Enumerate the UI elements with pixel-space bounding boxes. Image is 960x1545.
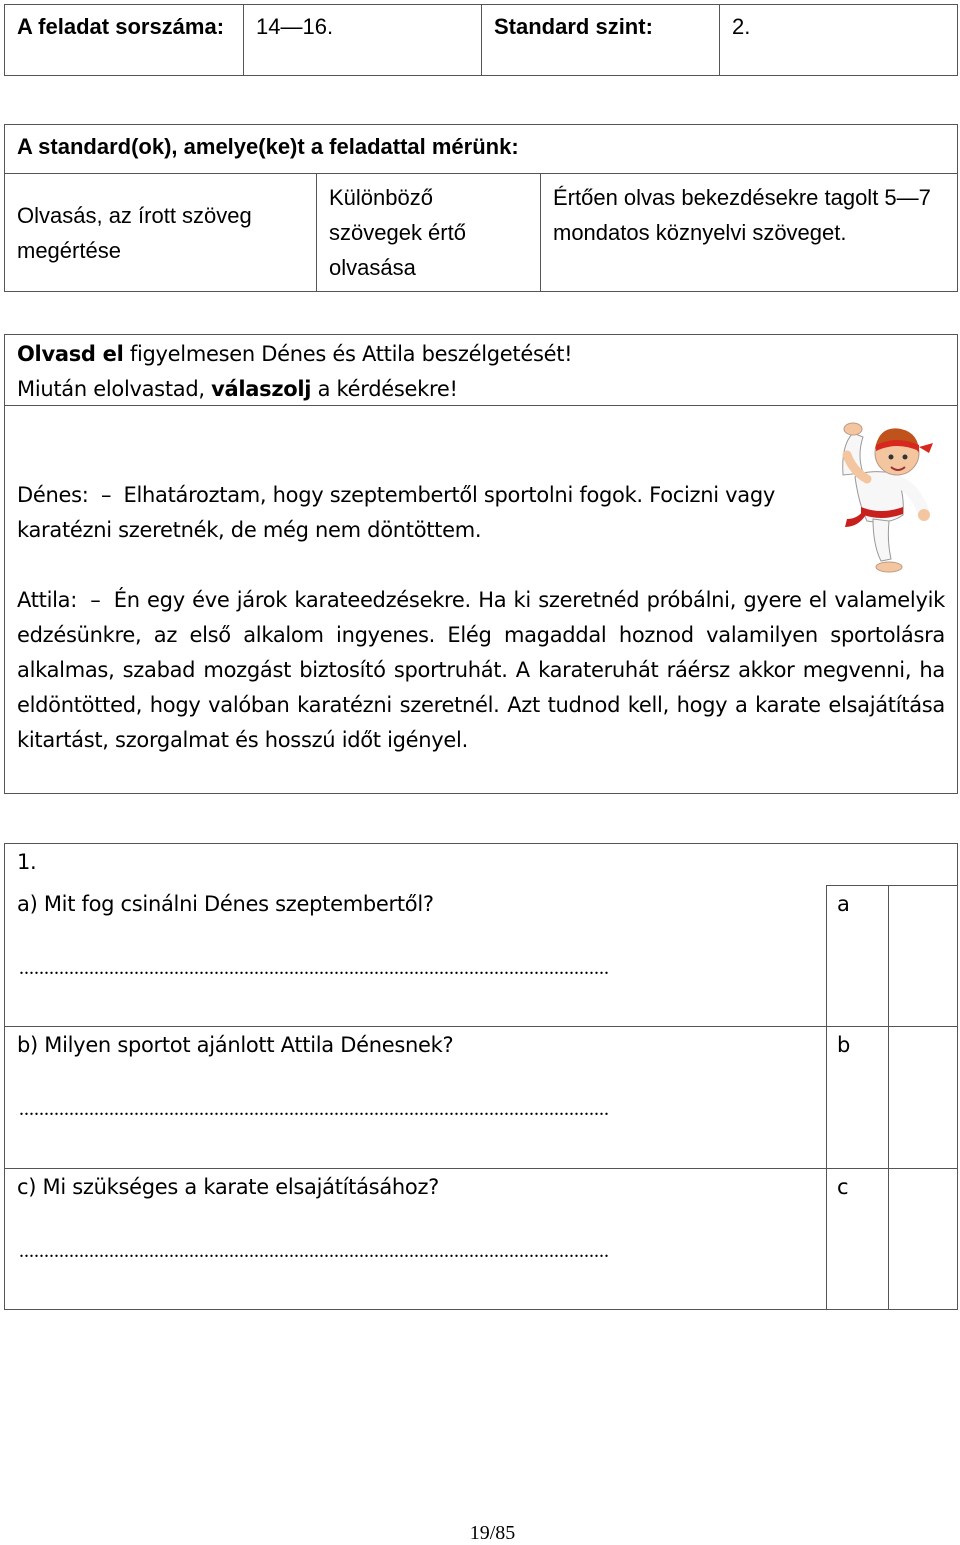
attila-text: Én egy éve járok karateedzésekre. Ha ki szeretnéd próbálni, gyere el valamelyik edzésünkre, az első alkalom ingyenes. Elég magaddal hoznod valamilyen sportolásra alkalmas, szabad mozgást biztosító sportruhát. A karateruhát ráérsz akkor megvenni, ha eldöntötted, hogy valóban karatézni szeretnél. Azt tudnod kell, hogy a karate elsajátítása kitartást, szorgalmat és hosszú időt igényel. [17,588,945,752]
attila-speaker: Attila: [17,588,77,612]
standard-label: Standard szint: [482,5,720,76]
question-number: 1. [17,850,37,874]
score-b-box[interactable] [889,1027,958,1169]
question-b-text: b) Milyen sportot ajánlott Attila Dénesnek? [17,1033,454,1057]
instruction-answer-bold: válaszolj [211,377,312,401]
instructions-box [4,334,958,406]
question-c-text: c) Mi szükséges a karate elsajátításához? [17,1175,440,1199]
letter-b-cell [827,1027,889,1169]
instructions-line-1 [17,337,572,372]
letter-c-cell [827,1169,889,1310]
instruction-read-bold: Olvasd el [17,342,124,366]
question-a-cell [5,886,827,1027]
attila-line [17,583,945,758]
karate-kid-icon [823,415,943,583]
score-letter-c: c [837,1175,849,1199]
denes-dash: – [100,483,112,507]
dialogue-box [4,405,958,794]
denes-speaker: Dénes: [17,483,89,507]
header-table [4,4,958,76]
instruction-answer-end: a kérdésekre! [311,377,458,401]
instruction-answer-start: Miután elolvastad, [17,377,212,401]
standard-skill: Különböző szövegek értő olvasása [317,174,541,292]
standards-title: A standard(ok), amelye(ke)t a feladattal mérünk: [5,125,958,174]
task-number: 14—16. [244,5,482,76]
instruction-read-rest: figyelmesen Dénes és Attila beszélgetését! [123,342,573,366]
standard-area: Olvasás, az írott szöveg megértése [5,174,317,292]
question-b-cell [5,1027,827,1169]
task-label: A feladat sorszáma: [5,5,244,76]
question-c-cell [5,1169,827,1310]
score-letter-b: b [837,1033,851,1057]
page-number: 19/85 [469,1522,516,1544]
question-a-text: a) Mit fog csinálni Dénes szeptembertől? [17,891,434,916]
score-letter-a: a [837,892,850,916]
attila-dash: – [90,588,101,612]
denes-text: Elhatároztam, hogy szeptembertől sportolni fogok. Focizni vagy karatézni szeretnék, de még nem döntöttem. [17,483,776,542]
standard-description: Értően olvas bekezdésekre tagolt 5—7 mondatos köznyelvi szöveget. [541,174,958,292]
standards-table [4,124,958,292]
denes-line [17,478,807,548]
letter-a-cell [827,886,889,1027]
standard-value: 2. [720,5,958,76]
answer-b-line[interactable]: ...................................................................................................................... [19,1098,609,1120]
score-c-box[interactable] [889,1169,958,1310]
answer-c-line[interactable]: ...................................................................................................................... [19,1240,609,1262]
answer-a-line[interactable]: ...................................................................................................................... [19,956,609,979]
score-a-box[interactable] [889,886,958,1027]
questions-table [4,843,958,1310]
instructions-line-2 [17,372,458,407]
